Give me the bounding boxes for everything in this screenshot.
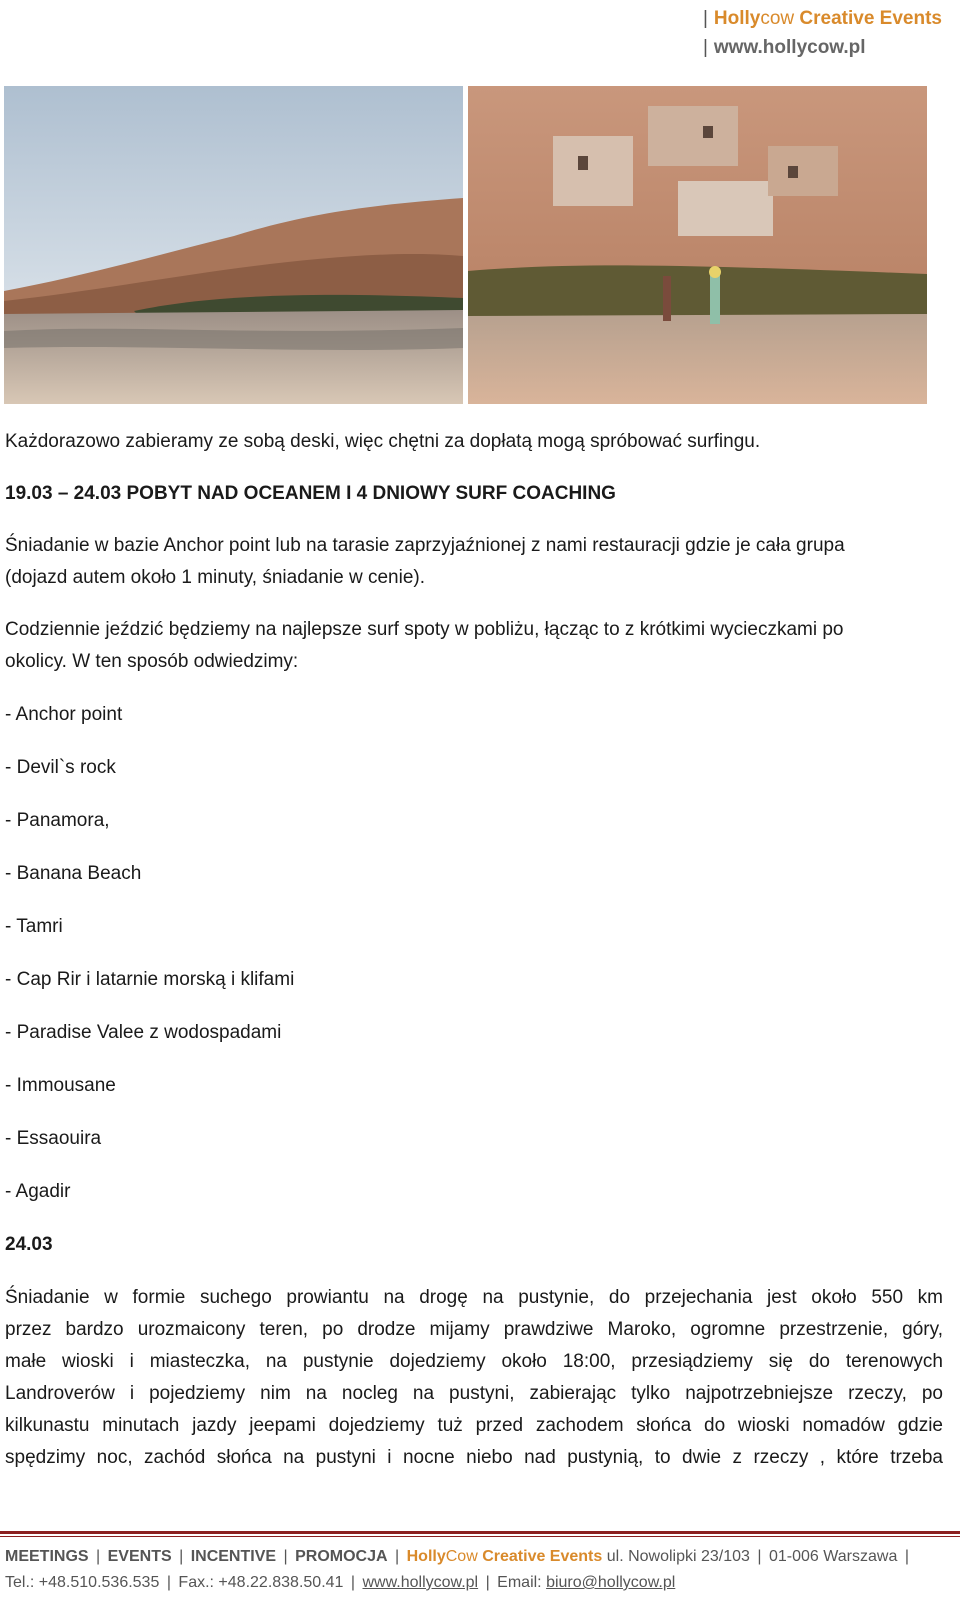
paragraph-surf-spots-line: Codziennie jeździć będziemy na najlepsze surf spoty w pobliżu, łącząc to z krótkimi wycieczkami po: [5, 619, 844, 640]
page-header: [703, 4, 942, 62]
photo-cliff-coast: [4, 86, 463, 404]
footer-www-link[interactable]: www.hollycow.pl: [362, 1574, 479, 1591]
paragraph-breakfast-line: Śniadanie w bazie Anchor point lub na tarasie zaprzyjaźnionej z nami restauracji gdzie je cała grupa: [5, 535, 845, 556]
footer-brand-holly: Holly: [406, 1548, 446, 1565]
list-item: - Tamri: [5, 916, 63, 937]
footer-email-label: Email:: [497, 1574, 547, 1591]
list-item: - Paradise Valee z wodospadami: [5, 1022, 282, 1043]
paragraph-line: kilkunastu minutach jazdy jeepami dojedziemy tuż przed zachodem słońca do wioski nomadów gdzie: [5, 1415, 943, 1436]
list-item: - Anchor point: [5, 704, 123, 725]
header-url-line: [703, 33, 942, 62]
footer-meetings: MEETINGS: [5, 1548, 89, 1565]
list-item: - Immousane: [5, 1075, 116, 1096]
header-brand-line: [703, 4, 942, 33]
section-heading-surf-coaching: 19.03 – 24.03 POBYT NAD OCEANEM I 4 DNIOWY SURF COACHING: [5, 483, 616, 504]
places-list: [5, 699, 943, 1229]
list-item: - Essaouira: [5, 1128, 102, 1149]
list-item: - Banana Beach: [5, 863, 142, 884]
footer-email-link[interactable]: biuro@hollycow.pl: [546, 1574, 676, 1591]
paragraph-line: spędzimy noc, zachód słońca na pustyni i nocne niebo nad pustynią, to dwie z rzeczy , które trzeba: [5, 1447, 943, 1468]
list-item: - Agadir: [5, 1181, 71, 1202]
footer-line-services: MEETINGS | EVENTS | INCENTIVE | PROMOCJA | HollyCow Creative Events ul. Nowolipki 23/103 | 01-006 Warszawa |: [5, 1548, 909, 1565]
section-heading-date: 24.03: [5, 1234, 53, 1255]
header-url[interactable]: www.hollycow.pl: [713, 37, 866, 58]
document-body: [5, 426, 943, 1474]
paragraph-surf-spots-line: okolicy. W ten sposób odwiedzimy:: [5, 651, 299, 672]
paragraph-desert-trip: [5, 1282, 943, 1474]
list-item: - Cap Rir i latarnie morską i klifami: [5, 969, 295, 990]
header-separator: |: [702, 8, 708, 29]
paragraph-line: przez bardzo urozmaicony teren, po drodze mijamy prawdziwe Maroko, ogromne przestrzenie, góry,: [5, 1319, 943, 1340]
paragraph-breakfast-line: (dojazd autem około 1 minuty, śniadanie w cenie).: [5, 567, 425, 588]
footer-brand-cow: Cow: [445, 1548, 478, 1565]
footer-incentive: INCENTIVE: [190, 1548, 277, 1565]
footer-divider: [0, 1531, 960, 1534]
footer-address: ul. Nowolipki 23/103: [606, 1548, 750, 1565]
brand-creative-events: Creative Events: [794, 8, 942, 29]
paragraph-line: Śniadanie w formie suchego prowiantu na drogę na pustynie, do przejechania jest około 550 km: [5, 1287, 943, 1308]
photo-cliff-village: [468, 86, 927, 404]
footer-divider-thin: [0, 1536, 960, 1537]
footer-fax: Fax.: +48.22.838.50.41: [178, 1574, 344, 1591]
footer-city: 01-006 Warszawa: [769, 1548, 898, 1565]
brand-cow: cow: [760, 8, 795, 29]
page-footer: [5, 1542, 950, 1598]
photo-strip: [4, 86, 944, 404]
paragraph-surfing: Każdorazowo zabieramy ze sobą deski, więc chętni za dopłatą mogą spróbować surfingu.: [5, 431, 761, 452]
paragraph-line: Landroverów i pojedziemy nim na nocleg na pustyni, zabierając tylko najpotrzebniejsze rzeczy, po: [5, 1383, 943, 1404]
footer-brand-rest: Creative Events: [477, 1548, 603, 1565]
header-separator: |: [702, 37, 708, 58]
footer-promocja: PROMOCJA: [295, 1548, 388, 1565]
list-item: - Devil`s rock: [5, 757, 116, 778]
list-item: - Panamora,: [5, 810, 110, 831]
paragraph-line: małe wioski i miasteczka, na pustynie dojedziemy około 18:00, przesiądziemy się do terenowych: [5, 1351, 943, 1372]
brand-holly: Holly: [713, 8, 761, 29]
footer-line-contact: Tel.: +48.510.536.535 | Fax.: +48.22.838.50.41 | www.hollycow.pl | Email: biuro@hollycow.pl: [5, 1574, 676, 1591]
footer-tel: Tel.: +48.510.536.535: [5, 1574, 160, 1591]
footer-events: EVENTS: [107, 1548, 172, 1565]
